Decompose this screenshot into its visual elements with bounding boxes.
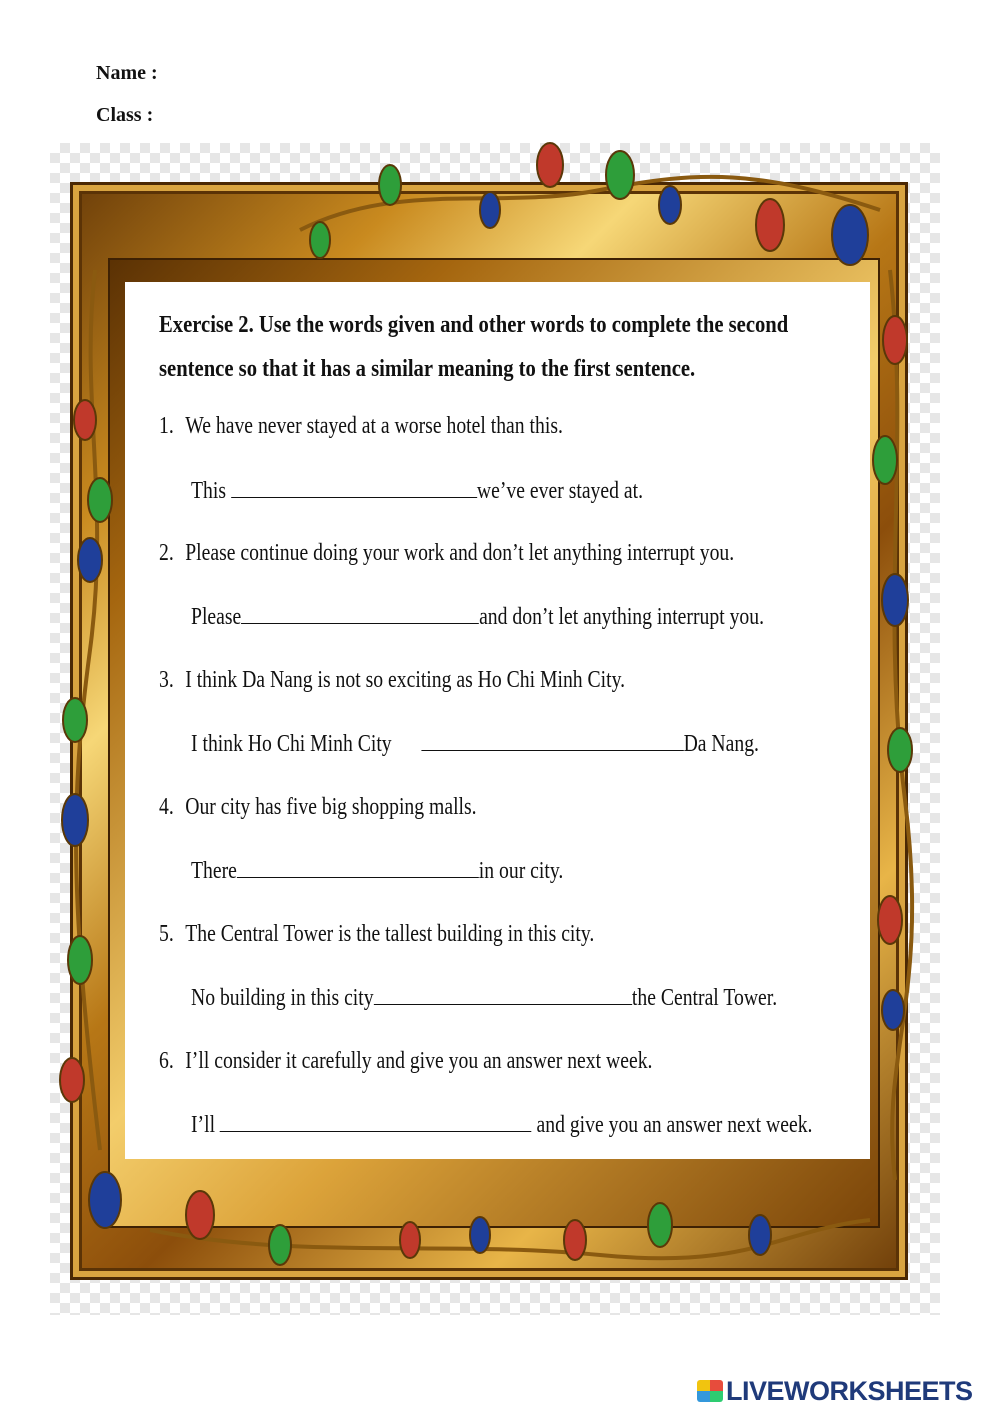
logo-mark-icon	[697, 1380, 723, 1402]
answer-start: No building in this city	[191, 985, 374, 1011]
item-number: 1.	[159, 413, 174, 439]
exercise-2-prompt	[159, 540, 734, 567]
answer-end: in our city.	[478, 858, 564, 884]
exercise-5-answer	[191, 984, 777, 1012]
exercise-6-answer	[191, 1111, 812, 1139]
exercise-1-prompt	[159, 413, 563, 440]
answer-start: I think Ho Chi Minh City	[191, 731, 392, 757]
answer-blank-5[interactable]	[374, 984, 632, 1005]
exercise-title-line-2: sentence so that it has a similar meaning to the first sentence.	[159, 356, 696, 382]
prompt-text: I think Da Nang is not so exciting as Ho Chi Minh City.	[185, 667, 626, 693]
exercise-title-line-1: Exercise 2. Use the words given and other words to complete the second	[159, 312, 789, 338]
prompt-text: Our city has five big shopping malls.	[185, 794, 477, 820]
name-label: Name :	[96, 62, 158, 84]
logo-text: LIVEWORKSHEETS	[726, 1376, 973, 1406]
exercise-4-prompt	[159, 794, 477, 821]
exercise-3-answer	[191, 730, 759, 758]
item-number: 6.	[159, 1048, 174, 1074]
item-number: 5.	[159, 921, 174, 947]
class-label: Class :	[96, 104, 154, 126]
answer-end: Da Nang.	[683, 731, 759, 757]
prompt-text: We have never stayed at a worse hotel than this.	[185, 413, 563, 439]
exercise-2-answer	[191, 603, 764, 631]
exercise-block	[159, 303, 849, 1138]
answer-end: and give you an answer next week.	[536, 1112, 813, 1138]
answer-end: we’ve ever stayed at.	[476, 478, 644, 504]
exercise-3-prompt	[159, 667, 625, 694]
prompt-text: Please continue doing your work and don’t let anything interrupt you.	[185, 540, 735, 566]
exercise-1-answer	[191, 477, 643, 505]
exercise-4-answer	[191, 857, 563, 885]
answer-blank-2[interactable]	[241, 603, 479, 624]
answer-start: This	[191, 478, 226, 504]
item-number: 2.	[159, 540, 174, 566]
exercise-6-prompt	[159, 1048, 652, 1075]
prompt-text: I’ll consider it carefully and give you an answer next week.	[185, 1048, 653, 1074]
prompt-text: The Central Tower is the tallest building in this city.	[185, 921, 595, 947]
item-number: 3.	[159, 667, 174, 693]
exercise-5-prompt	[159, 921, 594, 948]
answer-blank-1[interactable]	[231, 477, 477, 498]
answer-blank-6[interactable]	[220, 1111, 532, 1132]
answer-start: I’ll	[191, 1112, 216, 1138]
answer-end: and don’t let anything interrupt you.	[479, 604, 765, 630]
item-number: 4.	[159, 794, 174, 820]
answer-blank-4[interactable]	[237, 857, 479, 878]
answer-blank-3[interactable]	[421, 730, 683, 751]
liveworksheets-logo[interactable]	[697, 1376, 973, 1407]
answer-end: the Central Tower.	[631, 985, 778, 1011]
answer-start: There	[191, 858, 237, 884]
answer-start: Please	[191, 604, 242, 630]
